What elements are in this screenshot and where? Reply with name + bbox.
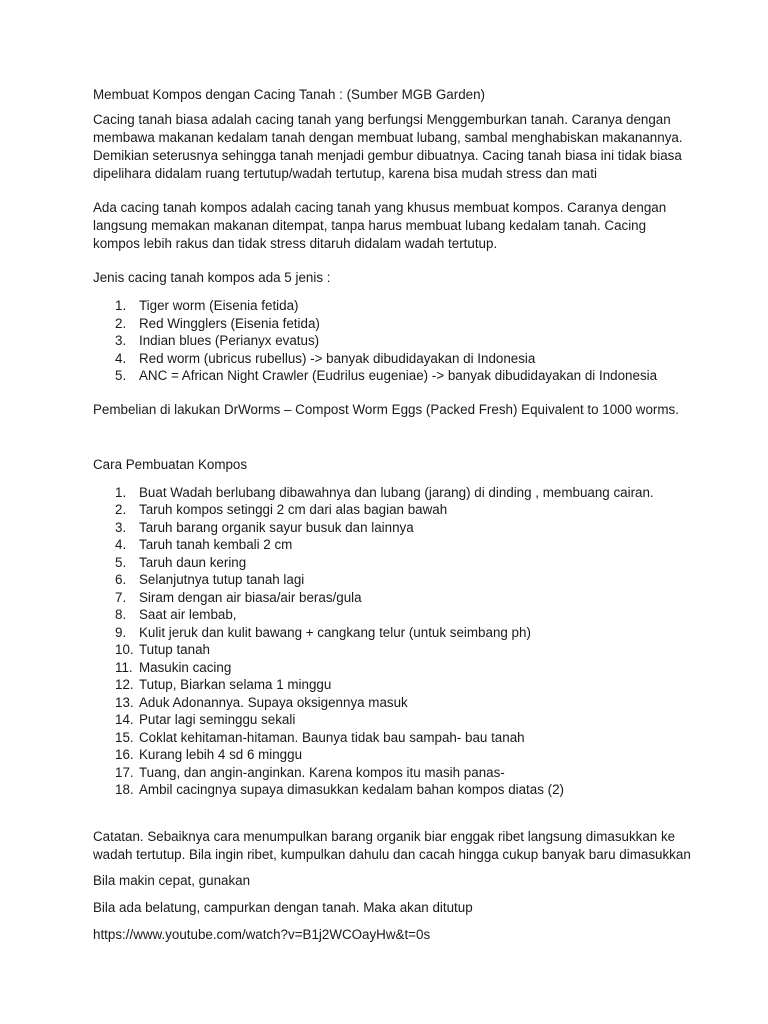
list-text: Kurang lebih 4 sd 6 minggu	[139, 747, 303, 762]
jenis-heading: Jenis cacing tanah kompos ada 5 jenis :	[93, 270, 331, 285]
youtube-link[interactable]: https://www.youtube.com/watch?v=B1j2WCOayHw&t=0s	[93, 926, 431, 942]
list-text: Putar lagi seminggu sekali	[139, 712, 296, 727]
list-item	[93, 571, 713, 589]
bila-ada-belatung: Bila ada belatung, campurkan dengan tanah. Maka akan ditutup	[93, 899, 473, 915]
list-item	[93, 764, 713, 782]
list-number: 5.	[115, 368, 127, 383]
list-item	[93, 694, 713, 712]
document-title: Membuat Kompos dengan Cacing Tanah : (Sumber MGB Garden)	[93, 87, 486, 102]
list-text: Indian blues (Perianyx evatus)	[139, 333, 320, 348]
list-number: 9.	[115, 624, 127, 640]
list-text: Taruh kompos setinggi 2 cm dari alas bagian bawah	[139, 502, 448, 517]
list-item	[93, 536, 713, 554]
list-text: Ambil cacingnya supaya dimasukkan kedalam bahan kompos diatas (2)	[139, 782, 565, 797]
list-number: 4.	[115, 350, 127, 366]
list-number: 1.	[115, 484, 127, 500]
list-number: 3.	[115, 519, 127, 535]
list-item	[93, 624, 713, 642]
list-item	[93, 781, 713, 799]
list-text: Tutup tanah	[139, 642, 210, 657]
paragraph-line: kompos lebih rakus dan tidak stress ditaruh didalam wadah tertutup.	[93, 236, 498, 251]
paragraph-line: Demikian seterusnya sehingga tanah menjadi gembur dibuatnya. Cacing tanah biasa ini tidak biasa	[93, 148, 682, 163]
list-text: Tuang, dan angin-anginkan. Karena kompos itu masih panas-	[139, 764, 505, 780]
paragraph-line: langsung memakan makanan ditempat, tanpa harus membuat lubang kedalam tanah. Cacing	[93, 218, 647, 233]
list-number: 2.	[115, 315, 127, 331]
list-item	[93, 729, 713, 747]
list-number: 18.	[115, 782, 134, 797]
list-text: Aduk Adonannya. Supaya oksigennya masuk	[139, 694, 408, 710]
list-number: 10.	[115, 642, 134, 657]
list-text: Tiger worm (Eisenia fetida)	[139, 298, 299, 313]
list-item	[93, 484, 713, 502]
list-number: 2.	[115, 502, 127, 517]
list-text: Coklat kehitaman-hitaman. Baunya tidak bau sampah- bau tanah	[139, 729, 525, 745]
list-text: Red Wingglers (Eisenia fetida)	[139, 315, 320, 331]
list-item	[93, 676, 713, 694]
list-number: 16.	[115, 747, 134, 762]
list-item	[93, 350, 713, 368]
paragraph-cacing-kompos	[93, 199, 713, 253]
list-item	[93, 659, 713, 677]
list-number: 12.	[115, 677, 134, 692]
list-number: 4.	[115, 537, 127, 552]
list-item	[93, 589, 713, 607]
list-number: 17.	[115, 764, 134, 780]
paragraph-cacing-biasa	[93, 111, 713, 183]
list-number: 1.	[115, 298, 127, 313]
list-text: Selanjutnya tutup tanah lagi	[139, 572, 305, 587]
list-number: 6.	[115, 572, 127, 587]
list-text: Siram dengan air biasa/air beras/gula	[139, 589, 362, 605]
list-text: Red worm (ubricus rubellus) -> banyak dibudidayakan di Indonesia	[139, 350, 536, 366]
jenis-list	[93, 297, 713, 385]
list-item	[93, 501, 713, 519]
list-text: Kulit jeruk dan kulit bawang + cangkang telur (untuk seimbang ph)	[139, 624, 531, 640]
list-number: 11.	[115, 659, 133, 675]
list-item	[93, 332, 713, 350]
list-number: 5.	[115, 554, 127, 570]
list-item	[93, 519, 713, 537]
list-text: ANC = African Night Crawler (Eudrilus eugeniae) -> banyak dibudidayakan di Indonesia	[139, 368, 658, 383]
bila-makin-cepat: Bila makin cepat, gunakan	[93, 872, 251, 888]
paragraph-line: membawa makanan kedalam tanah dengan membuat lubang, sambal menghabiskan makanannya.	[93, 130, 683, 145]
list-item	[93, 606, 713, 624]
list-number: 13.	[115, 694, 134, 710]
paragraph-line: wadah tertutup. Bila ingin ribet, kumpulkan dahulu dan cacah hingga cukup banyak baru dimasukkan	[93, 846, 691, 862]
list-item	[93, 367, 713, 385]
list-item	[93, 315, 713, 333]
pembelian-paragraph: Pembelian di lakukan DrWorms – Compost Worm Eggs (Packed Fresh) Equivalent to 1000 worms.	[93, 401, 679, 417]
list-text: Taruh barang organik sayur busuk dan lainnya	[139, 519, 414, 535]
document-page	[93, 86, 713, 944]
cara-list	[93, 484, 713, 799]
list-item	[93, 297, 713, 315]
cara-heading: Cara Pembuatan Kompos	[93, 456, 248, 472]
catatan-paragraph	[93, 828, 713, 864]
paragraph-line: Cacing tanah biasa adalah cacing tanah yang berfungsi Menggemburkan tanah. Caranya dengan	[93, 112, 671, 127]
list-text: Masukin cacing	[139, 659, 232, 675]
list-number: 7.	[115, 589, 127, 605]
paragraph-line: Ada cacing tanah kompos adalah cacing tanah yang khusus membuat kompos. Caranya dengan	[93, 200, 667, 215]
paragraph-line: Catatan. Sebaiknya cara menumpulkan barang organik biar enggak ribet langsung dimasukkan ke	[93, 828, 676, 844]
list-text: Tutup, Biarkan selama 1 minggu	[139, 677, 332, 692]
list-item	[93, 746, 713, 764]
list-number: 15.	[115, 729, 134, 745]
list-number: 3.	[115, 333, 127, 348]
list-number: 8.	[115, 607, 127, 622]
list-text: Taruh daun kering	[139, 554, 247, 570]
list-text: Saat air lembab,	[139, 607, 237, 622]
list-text: Buat Wadah berlubang dibawahnya dan lubang (jarang) di dinding , membuang cairan.	[139, 484, 654, 500]
paragraph-line: dipelihara didalam ruang tertutup/wadah tertutup, karena bisa mudah stress dan mati	[93, 166, 597, 181]
list-item	[93, 641, 713, 659]
list-item	[93, 554, 713, 572]
list-number: 14.	[115, 712, 134, 727]
list-text: Taruh tanah kembali 2 cm	[139, 537, 293, 552]
list-item	[93, 711, 713, 729]
